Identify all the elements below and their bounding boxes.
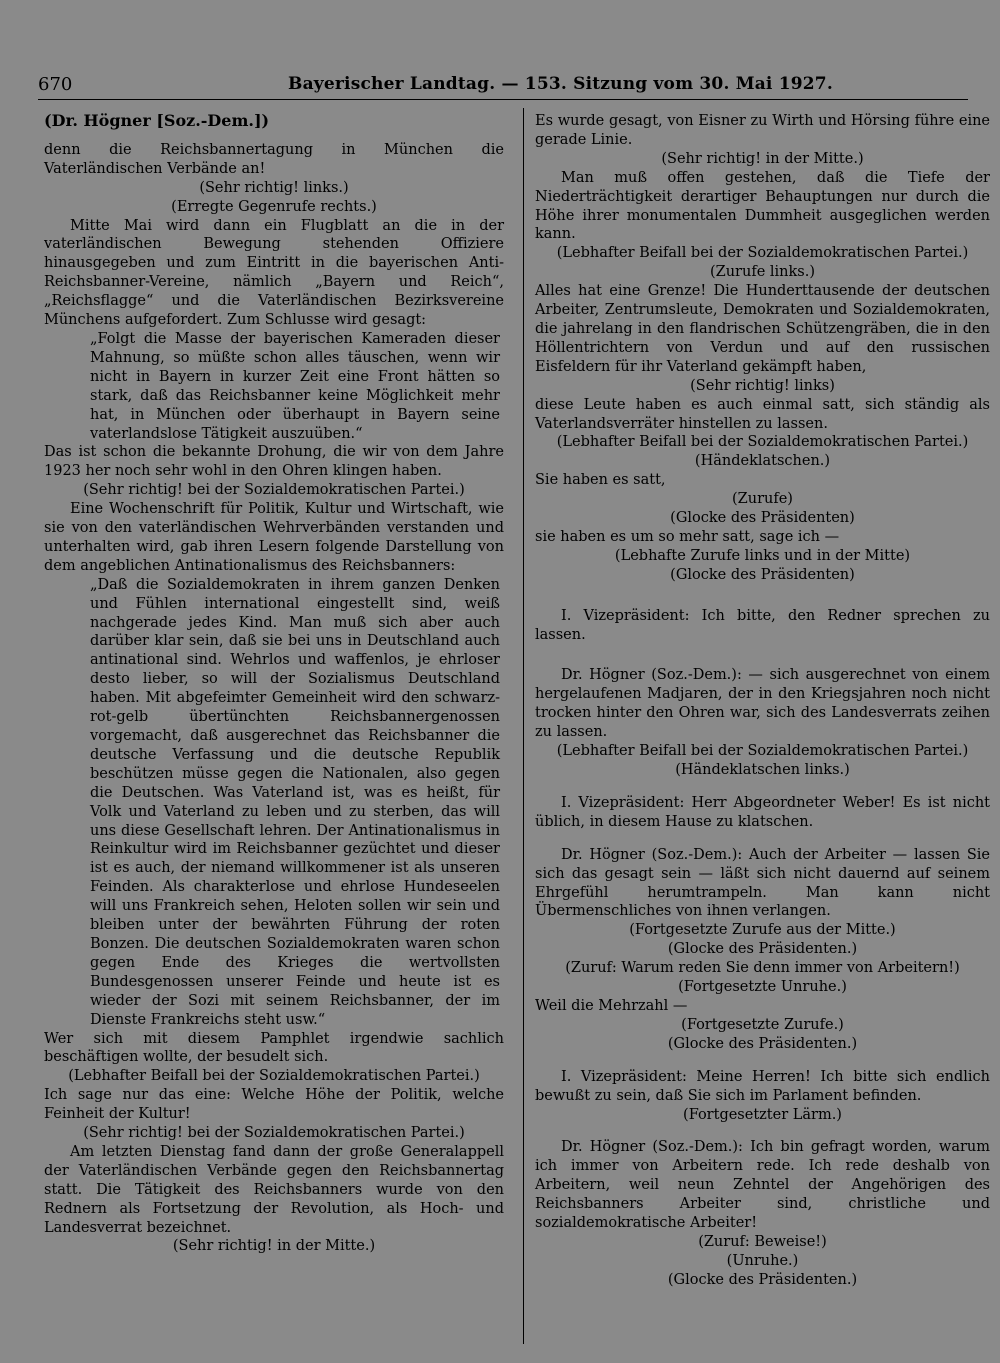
interjection: (Zurufe): [732, 491, 793, 508]
interjection: (Glocke des Präsidenten): [670, 510, 855, 527]
interjection: (Sehr richtig! links.): [199, 179, 349, 196]
block-quote: „Folgt die Masse der bayerischen Kameraden dieser Mahnung, so müßte schon alles täuschen, wenn wir nicht in Bayern in kurzer Zeit eine Front hätten so stark, daß das Reichsbanner keine Möglichkeit mehr hat, in München oder überhaupt in Bayern seine vaterlandslose Tätigkeit auszuüben.“: [90, 330, 500, 442]
paragraph: Weil die Mehrzahl —: [535, 997, 688, 1014]
paragraph: Wer sich mit diesem Pamphlet irgendwie sachlich beschäftigen wollte, der besudelt sich.: [44, 1030, 504, 1066]
page-number: 670: [38, 74, 73, 95]
interjection: (Sehr richtig! in der Mitte.): [661, 150, 864, 167]
running-title: Bayerischer Landtag. — 153. Sitzung vom 30. Mai 1927.: [288, 74, 833, 94]
interjection: (Lebhafter Beifall bei der Sozialdemokratischen Partei.): [556, 245, 969, 262]
interjection: (Glocke des Präsidenten.): [667, 1271, 858, 1288]
paragraph: diese Leute haben es auch einmal satt, sich ständig als Vaterlandsverräter hinstellen zu lassen.: [535, 396, 990, 432]
interjection: (Lebhafte Zurufe links und in der Mitte): [614, 547, 911, 564]
interjection: (Lebhafter Beifall bei der Sozialdemokratischen Partei.): [556, 434, 969, 451]
interjection: (Zuruf: Warum reden Sie denn immer von Arbeitern!): [565, 960, 960, 977]
paragraph: Ich sage nur das eine: Welche Höhe der Politik, welche Feinheit der Kultur!: [44, 1087, 504, 1123]
spacer: [535, 585, 990, 607]
interjection: (Glocke des Präsidenten.): [667, 1035, 858, 1052]
spacer: [535, 780, 990, 794]
interjection: (Zuruf: Beweise!): [698, 1233, 827, 1250]
interjection: (Sehr richtig! bei der Sozialdemokratischen Partei.): [83, 1125, 465, 1142]
interjection: (Glocke des Präsidenten): [670, 566, 855, 583]
interjection: (Unruhe.): [726, 1252, 799, 1269]
paragraph: I. Vizepräsident: Meine Herren! Ich bitte sich endlich bewußt zu sein, daß Sie sich im Parlament befinden.: [535, 1068, 990, 1104]
paragraph: Mitte Mai wird dann ein Flugblatt an die in der vaterländischen Bewegung stehenden Offiziere hinausgegeben und zum Eintritt in die bayerischen Anti-Reichsbanner-Vereine, nämlich „Bayern und Reich“, „Reichsflagge“ und die Vaterländischen Bezirksvereine Münchens aufgefordert. Zum Schlusse wird gesagt:: [44, 217, 504, 329]
interjection: (Glocke des Präsidenten.): [667, 941, 858, 958]
interjection: (Lebhafter Beifall bei der Sozialdemokratischen Partei.): [556, 743, 969, 760]
interjection: (Sehr richtig! bei der Sozialdemokratischen Partei.): [83, 482, 465, 499]
paragraph: denn die Reichsbannertagung in München die Vaterländischen Verbände an!: [44, 141, 504, 177]
right-column: [535, 112, 990, 1290]
paragraph: Es wurde gesagt, von Eisner zu Wirth und Hörsing führe eine gerade Linie.: [535, 113, 990, 148]
paragraph: Alles hat eine Grenze! Die Hunderttausende der deutschen Arbeiter, Zentrumsleute, Demokraten und Sozialdemokraten, die jahrelang in den flandrischen Schützengräben, die in den Höllentrichtern von Verdun und auf den russischen Eisfeldern für ihr Vaterland gekämpft haben,: [535, 283, 990, 375]
paragraph: Das ist schon die bekannte Drohung, die wir von dem Jahre 1923 her noch sehr wohl in den Ohren klingen haben.: [44, 444, 504, 480]
paragraph: Dr. Högner (Soz.-Dem.): Auch der Arbeiter — lassen Sie sich das gesagt sein — läßt sich nicht dauernd auf seinem Ehrgefühl herumtrampeln. Man kann nicht Übermenschliches von ihnen verlangen.: [535, 846, 990, 920]
header-rule: [38, 99, 968, 100]
paragraph: Eine Wochenschrift für Politik, Kultur und Wirtschaft, wie sie von den vaterländischen Wehrverbänden verstanden und unterhalten wird, gab ihren Lesern folgende Darstellung von dem angeblichen Antinationalismus des Reichsbanners:: [44, 501, 504, 574]
speaker-heading: (Dr. Högner [Soz.-Dem.]): [44, 111, 270, 130]
interjection: (Fortgesetzter Lärm.): [683, 1106, 842, 1123]
spacer: [535, 1054, 990, 1068]
paragraph: Am letzten Dienstag fand dann der große Generalappell der Vaterländischen Verbände gegen den Reichsbannertag statt. Die Tätigkeit des Reichsbanners wurde von den Rednern als Fortsetzung der Revolution, als Hoch- und Landesverrat bezeichnet.: [44, 1143, 504, 1236]
paragraph: I. Vizepräsident: Ich bitte, den Redner sprechen zu lassen.: [535, 607, 990, 643]
interjection: (Zurufe links.): [709, 264, 815, 281]
interjection: (Erregte Gegenrufe rechts.): [171, 198, 377, 215]
paragraph: Dr. Högner (Soz.-Dem.): Ich bin gefragt worden, warum ich immer von Arbeitern rede. Ich rede deshalb von Arbeitern, weil neun Zehntel der Angehörigen des Reichsbanners Arbeiter sind, christliche und sozialdemokratische Arbeiter!: [535, 1139, 990, 1232]
interjection: (Händeklatschen links.): [675, 762, 850, 778]
interjection: (Händeklatschen.): [694, 453, 831, 470]
interjection: (Lebhafter Beifall bei der Sozialdemokratischen Partei.): [68, 1068, 480, 1085]
spacer: [535, 832, 990, 846]
interjection: (Fortgesetzte Zurufe aus der Mitte.): [629, 922, 896, 939]
spacer: [535, 1124, 990, 1138]
paragraph: Sie haben es satt,: [535, 472, 666, 489]
interjection: (Fortgesetzte Unruhe.): [678, 979, 847, 996]
paragraph: sie haben es um so mehr satt, sage ich —: [535, 528, 840, 545]
spacer: [535, 644, 990, 666]
interjection: (Sehr richtig! links): [690, 377, 835, 394]
paragraph: I. Vizepräsident: Herr Abgeordneter Weber! Es ist nicht üblich, in diesem Hause zu klatschen.: [535, 794, 990, 830]
interjection: (Sehr richtig! in der Mitte.): [172, 1238, 376, 1255]
left-column: [44, 112, 504, 1256]
paragraph: Man muß offen gestehen, daß die Tiefe der Niederträchtigkeit derartiger Behauptungen nur durch die Höhe ihrer monumentalen Dummheit ausgeglichen werden kann.: [535, 169, 990, 243]
interjection: (Fortgesetzte Zurufe.): [681, 1016, 844, 1033]
paragraph: Dr. Högner (Soz.-Dem.): — sich ausgerechnet von einem hergelaufenen Madjaren, der in den Kriegsjahren noch nicht trocken hinter den Ohren war, sich des Landesverrats zeihen zu lassen.: [535, 667, 990, 741]
column-divider: [523, 108, 524, 1344]
block-quote: „Daß die Sozialdemokraten in ihrem ganzen Denken und Fühlen international eingestellt sind, weiß nachgerade jedes Kind. Man muß sich aber auch darüber klar sein, daß sie bei uns in Deutschland auch antinational sind. Wehrlos und waffenlos, je ehrloser desto lieber, so will der Sozialismus Deutschland haben. Mit abgefeimter Gemeinheit wird den schwarz-rot-gelb übertünchten Reichsbannergenossen vorgemacht, daß ausgerechnet das Reichsbanner die deutsche Verfassung und die deutsche Republik beschützen müsse gegen die Nationalen, also gegen die Deutschen. Was Vaterland ist, was es heißt, für Volk und Vaterland zu leben und zu sterben, das will uns diese Gesellschaft lehren. Der Antinationalismus in Reinkultur wird im Reichsbanner gezüchtet und dieser ist es auch, der niemand willkommener ist als unseren Feinden. Als charakterlose und ehrlose Hundeseelen will uns Frankreich sehen, Heloten sollen wir sein und bleiben unter der bewährten Führung der roten Bonzen. Die deutschen Sozialdemokraten waren schon gegen Ende des Krieges die wertvollsten Bundesgenossen unserer Feinde und heute ist es wieder der Sozi mit seinem Reichsbanner, der im Dienste Frankreichs steht usw.“: [90, 576, 500, 1028]
page-header: [38, 72, 968, 102]
